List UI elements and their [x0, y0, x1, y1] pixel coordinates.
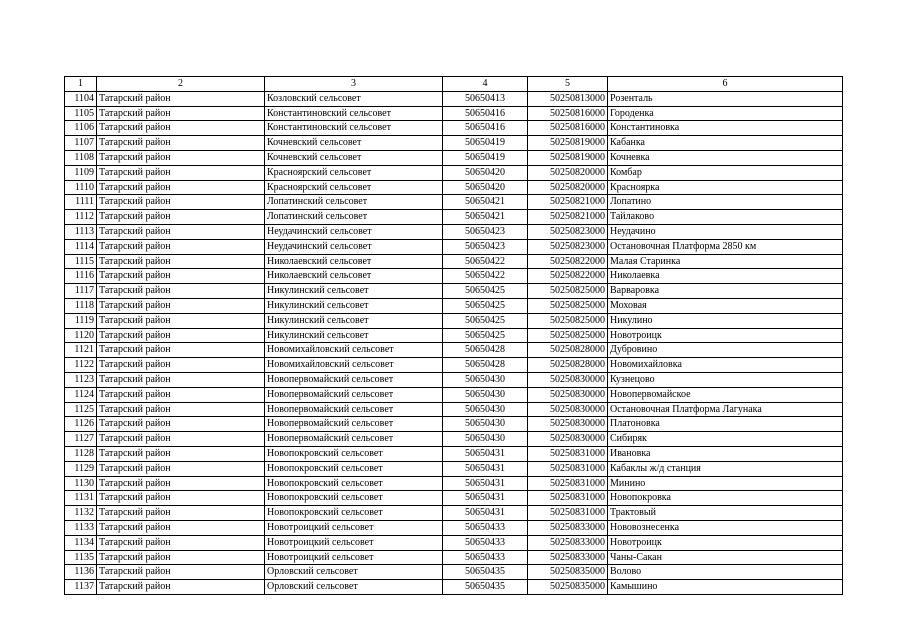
table-row	[65, 298, 843, 313]
district-cell: Татарский район	[97, 402, 265, 417]
council-cell: Никулинский сельсовет	[265, 284, 443, 299]
council-cell: Николаевский сельсовет	[265, 254, 443, 269]
table-body	[65, 91, 843, 594]
settlement-cell: Волово	[608, 565, 843, 580]
district-cell: Татарский район	[97, 387, 265, 402]
council-cell: Константиновский сельсовет	[265, 121, 443, 136]
district-cell: Татарский район	[97, 195, 265, 210]
row-number-cell: 1107	[65, 136, 97, 151]
row-number-cell: 1135	[65, 550, 97, 565]
district-cell: Татарский район	[97, 372, 265, 387]
header-cell-6: 6	[608, 77, 843, 92]
settlement-cell: Ивановка	[608, 446, 843, 461]
okato-cell: 50650425	[443, 313, 528, 328]
oktmo-cell: 50250833000	[528, 520, 608, 535]
settlement-cell: Красноярка	[608, 180, 843, 195]
council-cell: Новопервомайский сельсовет	[265, 417, 443, 432]
district-cell: Татарский район	[97, 535, 265, 550]
district-cell: Татарский район	[97, 210, 265, 225]
council-cell: Новомихайловский сельсовет	[265, 358, 443, 373]
table-row	[65, 195, 843, 210]
settlement-cell: Моховая	[608, 298, 843, 313]
header-row	[65, 77, 843, 92]
settlements-table	[64, 76, 843, 595]
okato-cell: 50650433	[443, 520, 528, 535]
oktmo-cell: 50250830000	[528, 372, 608, 387]
row-number-cell: 1123	[65, 372, 97, 387]
table-row	[65, 387, 843, 402]
district-cell: Татарский район	[97, 550, 265, 565]
table-row	[65, 491, 843, 506]
okato-cell: 50650431	[443, 446, 528, 461]
district-cell: Татарский район	[97, 446, 265, 461]
district-cell: Татарский район	[97, 520, 265, 535]
row-number-cell: 1120	[65, 328, 97, 343]
oktmo-cell: 50250820000	[528, 165, 608, 180]
settlement-cell: Камышино	[608, 580, 843, 595]
council-cell: Кочневский сельсовет	[265, 136, 443, 151]
settlement-cell: Кочневка	[608, 150, 843, 165]
row-number-cell: 1136	[65, 565, 97, 580]
district-cell: Татарский район	[97, 121, 265, 136]
settlement-cell: Платоновка	[608, 417, 843, 432]
council-cell: Новопервомайский сельсовет	[265, 402, 443, 417]
row-number-cell: 1106	[65, 121, 97, 136]
row-number-cell: 1111	[65, 195, 97, 210]
settlement-cell: Кабанка	[608, 136, 843, 151]
row-number-cell: 1122	[65, 358, 97, 373]
table-row	[65, 106, 843, 121]
council-cell: Неудачинский сельсовет	[265, 224, 443, 239]
header-cell-5: 5	[528, 77, 608, 92]
row-number-cell: 1118	[65, 298, 97, 313]
okato-cell: 50650431	[443, 461, 528, 476]
okato-cell: 50650435	[443, 565, 528, 580]
row-number-cell: 1112	[65, 210, 97, 225]
district-cell: Татарский район	[97, 580, 265, 595]
oktmo-cell: 50250828000	[528, 358, 608, 373]
district-cell: Татарский район	[97, 284, 265, 299]
table-row	[65, 224, 843, 239]
table-row	[65, 180, 843, 195]
district-cell: Татарский район	[97, 491, 265, 506]
okato-cell: 50650431	[443, 476, 528, 491]
okato-cell: 50650430	[443, 387, 528, 402]
okato-cell: 50650416	[443, 106, 528, 121]
council-cell: Никулинский сельсовет	[265, 298, 443, 313]
council-cell: Козловский сельсовет	[265, 91, 443, 106]
settlement-cell: Новопервомайское	[608, 387, 843, 402]
settlement-cell: Лопатино	[608, 195, 843, 210]
settlement-cell: Николаевка	[608, 269, 843, 284]
table-row	[65, 150, 843, 165]
row-number-cell: 1125	[65, 402, 97, 417]
council-cell: Новопокровский сельсовет	[265, 446, 443, 461]
settlement-cell: Сибиряк	[608, 432, 843, 447]
district-cell: Татарский район	[97, 417, 265, 432]
district-cell: Татарский район	[97, 506, 265, 521]
row-number-cell: 1108	[65, 150, 97, 165]
table-row	[65, 343, 843, 358]
header-cell-3: 3	[265, 77, 443, 92]
council-cell: Неудачинский сельсовет	[265, 239, 443, 254]
settlement-cell: Никулино	[608, 313, 843, 328]
okato-cell: 50650419	[443, 136, 528, 151]
row-number-cell: 1121	[65, 343, 97, 358]
table-row	[65, 520, 843, 535]
header-cell-1: 1	[65, 77, 97, 92]
settlement-cell: Остановочная Платформа Лагунака	[608, 402, 843, 417]
row-number-cell: 1116	[65, 269, 97, 284]
council-cell: Новотроицкий сельсовет	[265, 550, 443, 565]
settlement-cell: Новомихайловка	[608, 358, 843, 373]
okato-cell: 50650419	[443, 150, 528, 165]
header-cell-4: 4	[443, 77, 528, 92]
table-row	[65, 417, 843, 432]
oktmo-cell: 50250831000	[528, 491, 608, 506]
settlement-cell: Трактовый	[608, 506, 843, 521]
row-number-cell: 1133	[65, 520, 97, 535]
oktmo-cell: 50250819000	[528, 150, 608, 165]
oktmo-cell: 50250835000	[528, 580, 608, 595]
settlement-cell: Нововознесенка	[608, 520, 843, 535]
table-row	[65, 284, 843, 299]
district-cell: Татарский район	[97, 239, 265, 254]
table-row	[65, 239, 843, 254]
council-cell: Орловский сельсовет	[265, 580, 443, 595]
council-cell: Новопокровский сельсовет	[265, 476, 443, 491]
district-cell: Татарский район	[97, 165, 265, 180]
council-cell: Новопервомайский сельсовет	[265, 432, 443, 447]
row-number-cell: 1126	[65, 417, 97, 432]
oktmo-cell: 50250825000	[528, 284, 608, 299]
table-row	[65, 328, 843, 343]
table-row	[65, 535, 843, 550]
table-row	[65, 476, 843, 491]
council-cell: Орловский сельсовет	[265, 565, 443, 580]
settlement-cell: Кабаклы ж/д станция	[608, 461, 843, 476]
council-cell: Константиновский сельсовет	[265, 106, 443, 121]
oktmo-cell: 50250830000	[528, 432, 608, 447]
settlement-cell: Чаны-Сакан	[608, 550, 843, 565]
oktmo-cell: 50250819000	[528, 136, 608, 151]
table-row	[65, 269, 843, 284]
settlement-cell: Комбар	[608, 165, 843, 180]
table-row	[65, 506, 843, 521]
row-number-cell: 1117	[65, 284, 97, 299]
oktmo-cell: 50250816000	[528, 121, 608, 136]
council-cell: Новотроицкий сельсовет	[265, 535, 443, 550]
row-number-cell: 1134	[65, 535, 97, 550]
oktmo-cell: 50250823000	[528, 224, 608, 239]
district-cell: Татарский район	[97, 298, 265, 313]
okato-cell: 50650421	[443, 195, 528, 210]
district-cell: Татарский район	[97, 432, 265, 447]
district-cell: Татарский район	[97, 91, 265, 106]
oktmo-cell: 50250825000	[528, 328, 608, 343]
okato-cell: 50650421	[443, 210, 528, 225]
okato-cell: 50650433	[443, 550, 528, 565]
settlement-cell: Кузнецово	[608, 372, 843, 387]
oktmo-cell: 50250828000	[528, 343, 608, 358]
okato-cell: 50650431	[443, 491, 528, 506]
row-number-cell: 1129	[65, 461, 97, 476]
district-cell: Татарский район	[97, 106, 265, 121]
oktmo-cell: 50250822000	[528, 269, 608, 284]
council-cell: Новопокровский сельсовет	[265, 461, 443, 476]
oktmo-cell: 50250813000	[528, 91, 608, 106]
oktmo-cell: 50250835000	[528, 565, 608, 580]
row-number-cell: 1113	[65, 224, 97, 239]
oktmo-cell: 50250825000	[528, 313, 608, 328]
okato-cell: 50650428	[443, 358, 528, 373]
settlement-cell: Малая Старинка	[608, 254, 843, 269]
district-cell: Татарский район	[97, 565, 265, 580]
oktmo-cell: 50250831000	[528, 446, 608, 461]
district-cell: Татарский район	[97, 358, 265, 373]
settlement-cell: Городенка	[608, 106, 843, 121]
district-cell: Татарский район	[97, 180, 265, 195]
okato-cell: 50650420	[443, 165, 528, 180]
settlement-cell: Остановочная Платформа 2850 км	[608, 239, 843, 254]
header-cell-2: 2	[97, 77, 265, 92]
table-row	[65, 210, 843, 225]
council-cell: Красноярский сельсовет	[265, 165, 443, 180]
okato-cell: 50650416	[443, 121, 528, 136]
settlement-cell: Неудачино	[608, 224, 843, 239]
district-cell: Татарский район	[97, 150, 265, 165]
okato-cell: 50650423	[443, 224, 528, 239]
council-cell: Новопокровский сельсовет	[265, 491, 443, 506]
table-row	[65, 402, 843, 417]
council-cell: Никулинский сельсовет	[265, 328, 443, 343]
oktmo-cell: 50250820000	[528, 180, 608, 195]
row-number-cell: 1128	[65, 446, 97, 461]
row-number-cell: 1119	[65, 313, 97, 328]
okato-cell: 50650431	[443, 506, 528, 521]
district-cell: Татарский район	[97, 224, 265, 239]
table-row	[65, 165, 843, 180]
council-cell: Новопокровский сельсовет	[265, 506, 443, 521]
district-cell: Татарский район	[97, 269, 265, 284]
okato-cell: 50650425	[443, 298, 528, 313]
row-number-cell: 1104	[65, 91, 97, 106]
oktmo-cell: 50250821000	[528, 210, 608, 225]
oktmo-cell: 50250830000	[528, 402, 608, 417]
oktmo-cell: 50250833000	[528, 550, 608, 565]
row-number-cell: 1115	[65, 254, 97, 269]
oktmo-cell: 50250831000	[528, 461, 608, 476]
row-number-cell: 1105	[65, 106, 97, 121]
row-number-cell: 1114	[65, 239, 97, 254]
council-cell: Новотроицкий сельсовет	[265, 520, 443, 535]
row-number-cell: 1110	[65, 180, 97, 195]
district-cell: Татарский район	[97, 254, 265, 269]
oktmo-cell: 50250830000	[528, 387, 608, 402]
council-cell: Новопервомайский сельсовет	[265, 372, 443, 387]
row-number-cell: 1130	[65, 476, 97, 491]
settlement-cell: Тайлаково	[608, 210, 843, 225]
table-row	[65, 565, 843, 580]
table-row	[65, 358, 843, 373]
oktmo-cell: 50250816000	[528, 106, 608, 121]
okato-cell: 50650430	[443, 432, 528, 447]
table-row	[65, 372, 843, 387]
settlement-cell: Розенталь	[608, 91, 843, 106]
oktmo-cell: 50250831000	[528, 506, 608, 521]
oktmo-cell: 50250825000	[528, 298, 608, 313]
oktmo-cell: 50250821000	[528, 195, 608, 210]
table-row	[65, 580, 843, 595]
okato-cell: 50650422	[443, 254, 528, 269]
council-cell: Николаевский сельсовет	[265, 269, 443, 284]
okato-cell: 50650425	[443, 328, 528, 343]
oktmo-cell: 50250831000	[528, 476, 608, 491]
row-number-cell: 1109	[65, 165, 97, 180]
table-row	[65, 313, 843, 328]
council-cell: Красноярский сельсовет	[265, 180, 443, 195]
table-row	[65, 136, 843, 151]
okato-cell: 50650413	[443, 91, 528, 106]
council-cell: Новопервомайский сельсовет	[265, 387, 443, 402]
council-cell: Кочневский сельсовет	[265, 150, 443, 165]
row-number-cell: 1132	[65, 506, 97, 521]
settlement-cell: Варваровка	[608, 284, 843, 299]
district-cell: Татарский район	[97, 328, 265, 343]
council-cell: Лопатинский сельсовет	[265, 210, 443, 225]
district-cell: Татарский район	[97, 313, 265, 328]
row-number-cell: 1127	[65, 432, 97, 447]
okato-cell: 50650425	[443, 284, 528, 299]
district-cell: Татарский район	[97, 476, 265, 491]
okato-cell: 50650430	[443, 402, 528, 417]
table-row	[65, 550, 843, 565]
okato-cell: 50650433	[443, 535, 528, 550]
row-number-cell: 1137	[65, 580, 97, 595]
okato-cell: 50650430	[443, 372, 528, 387]
oktmo-cell: 50250833000	[528, 535, 608, 550]
settlement-cell: Новотроицк	[608, 535, 843, 550]
table-row	[65, 446, 843, 461]
row-number-cell: 1124	[65, 387, 97, 402]
settlement-cell: Дубровино	[608, 343, 843, 358]
district-cell: Татарский район	[97, 461, 265, 476]
okato-cell: 50650420	[443, 180, 528, 195]
okato-cell: 50650428	[443, 343, 528, 358]
oktmo-cell: 50250822000	[528, 254, 608, 269]
okato-cell: 50650422	[443, 269, 528, 284]
council-cell: Лопатинский сельсовет	[265, 195, 443, 210]
district-cell: Татарский район	[97, 343, 265, 358]
table-row	[65, 461, 843, 476]
district-cell: Татарский район	[97, 136, 265, 151]
document-page	[64, 76, 842, 595]
table-row	[65, 432, 843, 447]
oktmo-cell: 50250823000	[528, 239, 608, 254]
okato-cell: 50650435	[443, 580, 528, 595]
settlement-cell: Новопокровка	[608, 491, 843, 506]
settlement-cell: Минино	[608, 476, 843, 491]
okato-cell: 50650423	[443, 239, 528, 254]
council-cell: Никулинский сельсовет	[265, 313, 443, 328]
row-number-cell: 1131	[65, 491, 97, 506]
table-row	[65, 254, 843, 269]
okato-cell: 50650430	[443, 417, 528, 432]
settlement-cell: Новотроицк	[608, 328, 843, 343]
settlement-cell: Константиновка	[608, 121, 843, 136]
council-cell: Новомихайловский сельсовет	[265, 343, 443, 358]
oktmo-cell: 50250830000	[528, 417, 608, 432]
table-row	[65, 121, 843, 136]
table-row	[65, 91, 843, 106]
